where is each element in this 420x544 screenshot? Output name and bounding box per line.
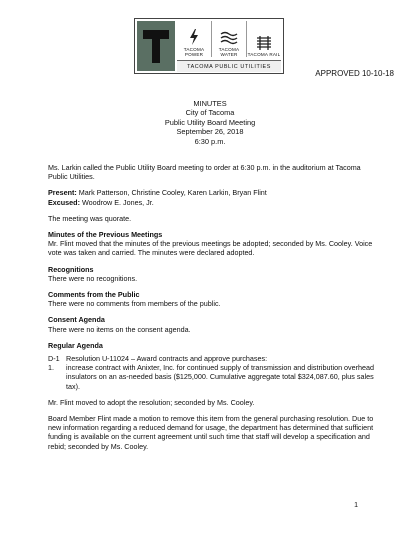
lightning-icon bbox=[187, 28, 201, 46]
minutes-body bbox=[48, 163, 380, 458]
agenda-item bbox=[48, 354, 380, 363]
tacoma-public-utilities-logo bbox=[134, 18, 284, 74]
intro-paragraph: Ms. Larkin called the Public Utility Board meeting to order at 6:30 p.m. in the auditorium at Tacoma Public Utilities. bbox=[48, 163, 361, 182]
section-text: There were no comments from members of the public. bbox=[48, 299, 221, 309]
discussion-paragraph: Board Member Flint made a motion to remove this item from the general purchasing resolution. Due to new information regarding a reduced demand for usage, the department has determined that sufficient funding is available on the current agreement until such time that staff will develop a specification and rebid; seconded by Ms. Cooley. bbox=[48, 414, 374, 451]
section-title: Regular Agenda bbox=[48, 340, 103, 350]
header-time: 6:30 p.m. bbox=[194, 136, 226, 146]
section-consent bbox=[48, 315, 380, 333]
header-city: City of Tacoma bbox=[185, 108, 235, 118]
attendance-block bbox=[48, 188, 380, 206]
section-comments bbox=[48, 290, 380, 308]
present-value: Mark Patterson, Christine Cooley, Karen Larkin, Bryan Flint bbox=[78, 188, 267, 198]
present-label: Present: bbox=[48, 188, 77, 198]
section-title: Recognitions bbox=[48, 264, 94, 274]
section-minutes bbox=[48, 230, 380, 258]
section-text: There were no recognitions. bbox=[48, 273, 138, 283]
agenda-subitem bbox=[48, 363, 380, 391]
logo-t-block bbox=[137, 21, 175, 71]
t-letter-icon bbox=[141, 27, 171, 65]
excused-line bbox=[48, 198, 380, 207]
page-number: 1 bbox=[354, 502, 358, 509]
agenda-subitem-number: 1. bbox=[48, 363, 54, 373]
approved-stamp: APPROVED 10-10-18 bbox=[315, 69, 394, 78]
section-title: Minutes of the Previous Meetings bbox=[48, 230, 163, 240]
logo-unit-label: TACOMA RAIL bbox=[247, 52, 281, 57]
logo-unit-power bbox=[177, 21, 211, 57]
header-meeting: Public Utility Board Meeting bbox=[164, 117, 256, 127]
minutes-header bbox=[0, 99, 420, 146]
rail-tracks-icon bbox=[255, 35, 273, 51]
section-regular bbox=[48, 341, 380, 391]
logo-units bbox=[177, 21, 281, 57]
logo-unit-label: TACOMA WATER bbox=[218, 47, 240, 57]
section-text: There were no items on the consent agenda. bbox=[48, 324, 191, 334]
excused-label: Excused: bbox=[48, 197, 80, 207]
agenda-item-number: D-1 bbox=[48, 354, 60, 364]
section-recognitions bbox=[48, 265, 380, 283]
water-wave-icon bbox=[220, 30, 238, 46]
logo-unit-label: TACOMA POWER bbox=[183, 47, 205, 57]
agenda-subitem-text: increase contract with Anixter, Inc. for continued supply of transmission and distribution overhead insulators on an as-needed basis ($125,000. Cumulative aggregate total $324,087.60, plus sales tax). bbox=[66, 363, 375, 391]
excused-value: Woodrow E. Jones, Jr. bbox=[81, 197, 154, 207]
motion-paragraph: Mr. Flint moved to adopt the resolution; seconded by Ms. Cooley. bbox=[48, 397, 255, 407]
section-title: Consent Agenda bbox=[48, 315, 105, 325]
section-title: Comments from the Public bbox=[48, 290, 140, 300]
header-title: MINUTES bbox=[193, 99, 227, 108]
logo-unit-rail bbox=[246, 21, 281, 57]
section-text: Mr. Flint moved that the minutes of the previous meetings be adopted; seconded by Ms. Cooley. Voice vote was taken and carried. The minutes were declared adopted. bbox=[48, 239, 373, 258]
quorate-paragraph: The meeting was quorate. bbox=[48, 213, 132, 223]
header-date: September 26, 2018 bbox=[176, 127, 244, 137]
agenda-item-text: Resolution U-11024 – Award contracts and approve purchases: bbox=[66, 354, 268, 364]
present-line bbox=[48, 188, 380, 197]
logo-unit-water bbox=[211, 21, 246, 57]
logo-bar-text: TACOMA PUBLIC UTILITIES bbox=[177, 60, 281, 72]
